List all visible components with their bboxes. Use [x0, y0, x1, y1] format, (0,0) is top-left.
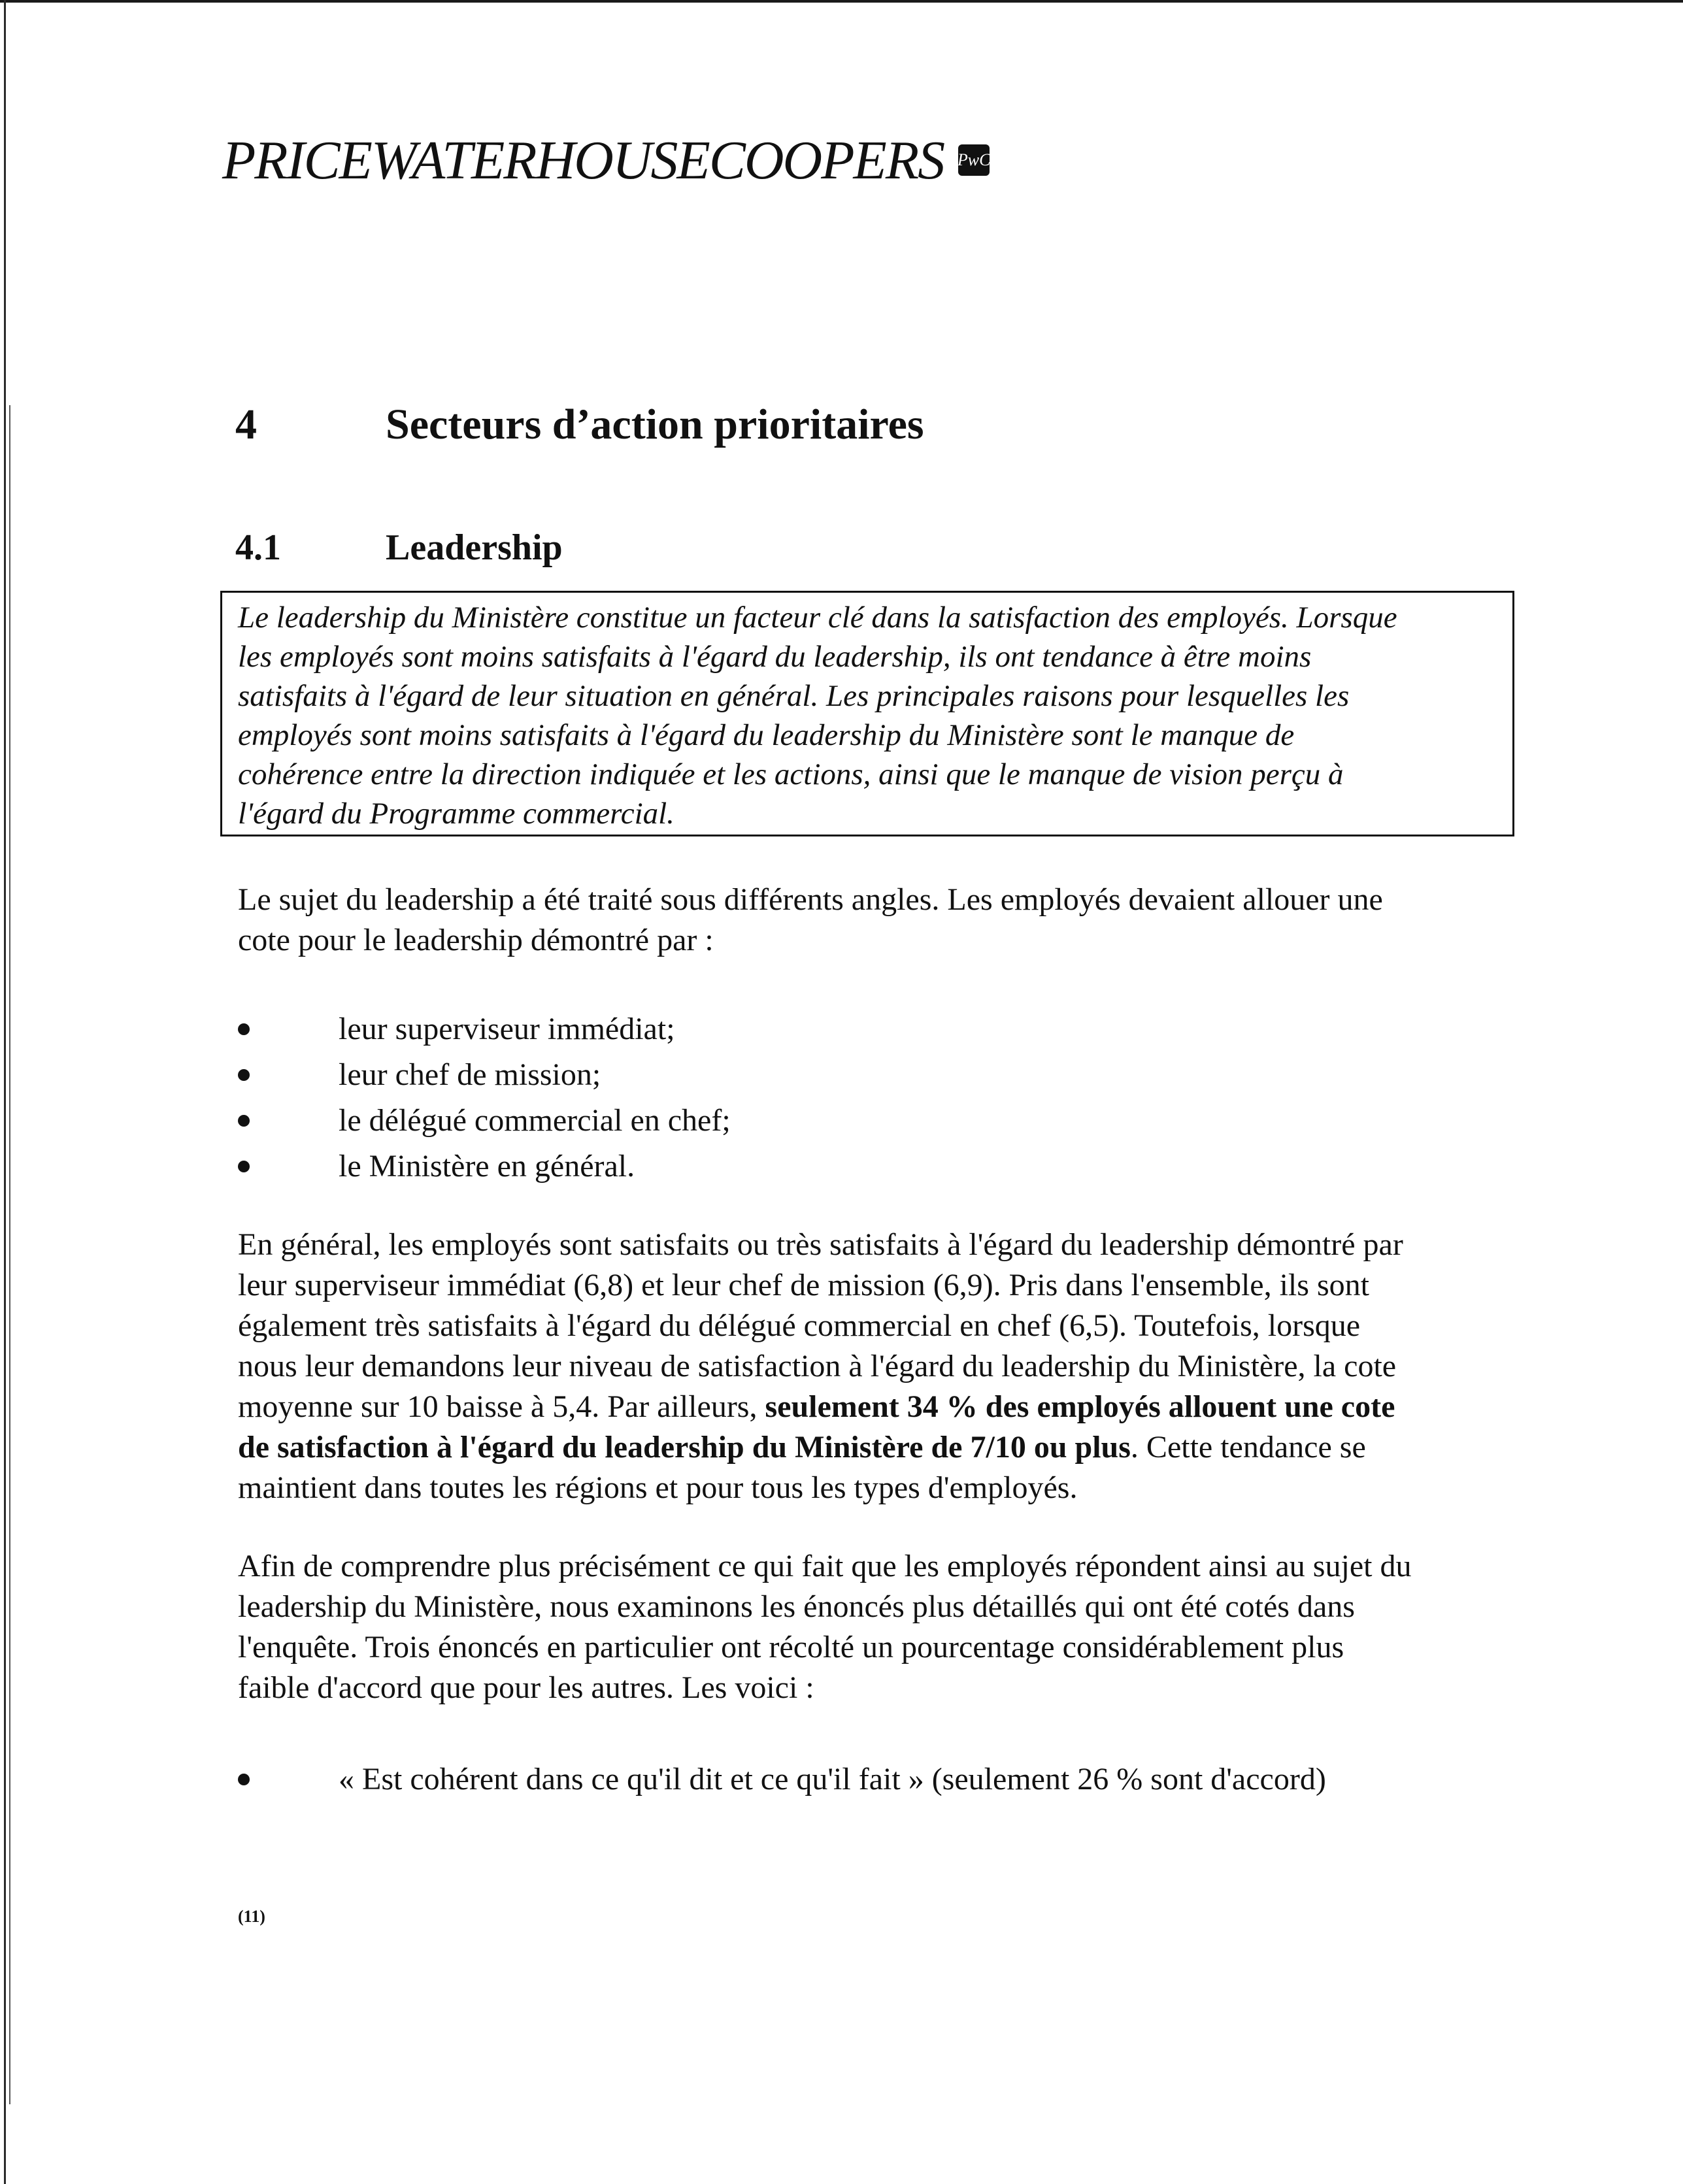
- summary-line: cohérence entre la direction indiquée et les actions, ainsi que le manque de vision perçu à: [238, 757, 1344, 791]
- company-logo: [222, 118, 990, 203]
- analysis-line: Afin de comprendre plus précisément ce qui fait que les employés répondent ainsi au sujet du: [238, 1549, 1412, 1583]
- list-item-text: leur chef de mission;: [339, 1057, 601, 1092]
- section-heading: [235, 400, 924, 450]
- list-item-text: leur superviseur immédiat;: [339, 1012, 675, 1046]
- analysis-line: leadership du Ministère, nous examinons les énoncés plus détaillés qui ont été cotés dans: [238, 1589, 1355, 1624]
- bullet-icon: [238, 1023, 250, 1035]
- results-line: nous leur demandons leur niveau de satisfaction à l'égard du leadership du Ministère, la cote: [238, 1349, 1397, 1383]
- intro-line: Le sujet du leadership a été traité sous différents angles. Les employés devaient allouer une: [238, 882, 1383, 917]
- summary-line: l'égard du Programme commercial.: [238, 797, 675, 831]
- section-number: 4: [235, 401, 257, 448]
- results-text: . Cette tendance se: [1130, 1430, 1366, 1464]
- analysis-line: faible d'accord que pour les autres. Les voici :: [238, 1670, 814, 1705]
- summary-line: les employés sont moins satisfaits à l'égard du leadership, ils ont tendance à être moins: [238, 640, 1312, 674]
- results-line: leur superviseur immédiat (6,8) et leur chef de mission (6,9). Pris dans l'ensemble, ils sont: [238, 1268, 1369, 1302]
- scan-border-left-inner: [9, 405, 10, 2104]
- summary-line: satisfaits à l'égard de leur situation en général. Les principales raisons pour lesquelles les: [238, 679, 1350, 713]
- list-item-text: le Ministère en général.: [339, 1149, 635, 1183]
- analysis-paragraph: [238, 1546, 1499, 1708]
- bullet-icon: [238, 1774, 250, 1785]
- analysis-line: l'enquête. Trois énoncés en particulier ont récolté un pourcentage considérablement plus: [238, 1630, 1344, 1664]
- key-finding-text: seulement 34 % des employés allouent une cote: [765, 1389, 1395, 1424]
- leadership-list: [238, 1006, 1499, 1189]
- summary-line: Le leadership du Ministère constitue un facteur clé dans la satisfaction des employés. Lorsque: [238, 601, 1397, 635]
- list-item: [238, 1052, 1499, 1098]
- section-title: Secteurs d’action prioritaires: [386, 401, 924, 448]
- results-text: moyenne sur 10 baisse à 5,4. Par ailleurs,: [238, 1389, 765, 1424]
- list-item-text: le délégué commercial en chef;: [339, 1103, 731, 1138]
- list-item: [238, 1006, 1499, 1052]
- statement-list: [238, 1757, 1499, 1802]
- subsection-heading: [235, 527, 563, 569]
- summary-box: [220, 591, 1514, 836]
- list-item: [238, 1098, 1499, 1144]
- results-line: également très satisfaits à l'égard du délégué commercial en chef (6,5). Toutefois, lorsque: [238, 1308, 1361, 1343]
- scan-border-top: [0, 0, 1683, 3]
- subsection-number: 4.1: [235, 527, 281, 568]
- logo-mark-icon: PwC: [958, 144, 990, 176]
- summary-line: employés sont moins satisfaits à l'égard du leadership du Ministère sont le manque de: [238, 718, 1295, 752]
- results-line: [238, 1387, 1499, 1427]
- list-item-text: « Est cohérent dans ce qu'il dit et ce qu'il fait » (seulement 26 % sont d'accord): [339, 1762, 1326, 1796]
- results-line: [238, 1427, 1499, 1468]
- subsection-title: Leadership: [386, 527, 563, 568]
- page-number: (11): [238, 1907, 265, 1926]
- logo-wordmark: PRICEWATERHOUSECOOPERS: [222, 129, 944, 191]
- key-finding-text: de satisfaction à l'égard du leadership du Ministère de 7/10 ou plus: [238, 1430, 1131, 1464]
- scan-border-left: [4, 0, 6, 2184]
- list-item: [238, 1757, 1499, 1802]
- results-paragraph: [238, 1225, 1499, 1508]
- intro-line: cote pour le leadership démontré par :: [238, 923, 714, 957]
- bullet-icon: [238, 1069, 250, 1081]
- intro-paragraph: [238, 880, 1499, 961]
- list-item: [238, 1144, 1499, 1189]
- results-line: En général, les employés sont satisfaits ou très satisfaits à l'égard du leadership démontré par: [238, 1227, 1403, 1262]
- bullet-icon: [238, 1115, 250, 1127]
- results-line: maintient dans toutes les régions et pour tous les types d'employés.: [238, 1470, 1078, 1505]
- bullet-icon: [238, 1161, 250, 1172]
